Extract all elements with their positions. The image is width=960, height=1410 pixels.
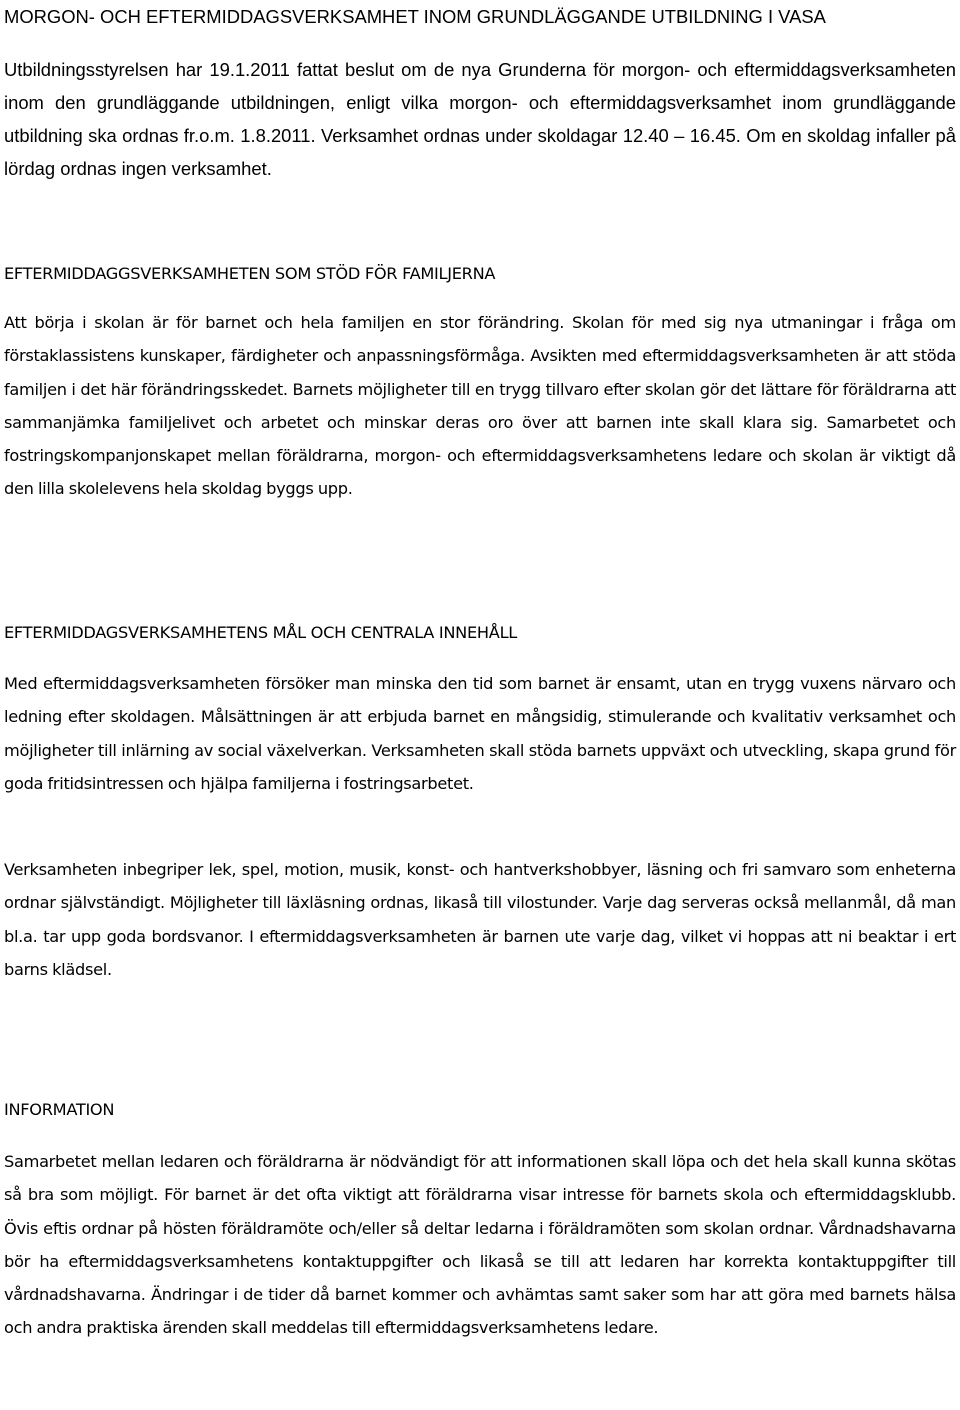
paragraph-goals-2: Verksamheten inbegriper lek, spel, motion, musik, konst- och hantverkshobbyer, läsning och fri samvaro som enheterna ordnar självständigt. Möjligheter till läxläsning ordnas, likaså till vilostunder. Varje dag serveras också mellanmål, då man bl.a. tar upp goda bordsvanor. I eftermiddagsverksamheten är barnen ute varje dag, vilket vi hoppas att ni beaktar i ert barns klädsel. xyxy=(4,860,956,979)
section-heading-goals: EFTERMIDDAGSVERKSAMHETENS MÅL OCH CENTRALA INNEHÅLL xyxy=(4,623,518,642)
paragraph-information: Samarbetet mellan ledaren och föräldrarna är nödvändigt för att informationen skall löpa och det hela skall kunna skötas så bra som möjligt. För barnet är det ofta viktigt att föräldrarna visar intresse för barnets skola och eftermiddagsklubb. Övis eftis ordnar på hösten föräldramöte och/eller så deltar ledarna i föräldramöten som skolan ordnar. Vårdnadshavarna bör ha eftermiddagsverksamhetens kontaktuppgifter och likaså se till att ledaren har korrekta kontaktuppgifter till vårdnadshavarna. Ändringar i de tider då barnet kommer och avhämtas samt saker som har att göra med barnets hälsa och andra praktiska ärenden skall meddelas till eftermiddagsverksamhetens ledare. xyxy=(4,1152,956,1338)
section-heading-support: EFTERMIDDAGGSVERKSAMHETEN SOM STÖD FÖR FAMILJERNA xyxy=(4,264,496,283)
intro-paragraph: Utbildningsstyrelsen har 19.1.2011 fattat beslut om de nya Grunderna för morgon- och eftermiddagsverksamheten inom den grundläggande utbildningen, enligt vilka morgon- och eftermiddagsverksamhet inom grundläggande utbildning ska ordnas fr.o.m. 1.8.2011. Verksamhet ordnas under skoldagar 12.40 – 16.45. Om en skoldag infaller på lördag ordnas ingen verksamhet. xyxy=(4,59,956,179)
document-title: MORGON- OCH EFTERMIDDAGSVERKSAMHET INOM GRUNDLÄGGANDE UTBILDNING I VASA xyxy=(4,6,826,27)
paragraph-goals-1: Med eftermiddagsverksamheten försöker man minska den tid som barnet är ensamt, utan en trygg vuxens närvaro och ledning efter skoldagen. Målsättningen är att erbjuda barnet en mångsidig, stimulerande och kvalitativ verksamhet och möjligheter till inlärning av social växelverkan. Verksamheten skall stöda barnets uppväxt och utveckling, skapa grund för goda fritidsintressen och hjälpa familjerna i fostringsarbetet. xyxy=(4,674,956,793)
section-heading-information: INFORMATION xyxy=(4,1100,115,1119)
paragraph-support: Att börja i skolan är för barnet och hela familjen en stor förändring. Skolan för med sig nya utmaningar i fråga om förstaklassistens kunskaper, färdigheter och anpassningsförmåga. Avsikten med eftermiddagsverksamheten är att stöda familjen i det här förändringsskedet. Barnets möjligheter till en trygg tillvaro efter skolan gör det lättare för föräldrarna att sammanjämka familjelivet och arbetet och minskar deras oro över att barnen inte skall klara sig. Samarbetet och fostringskompanjonskapet mellan föräldrarna, morgon- och eftermiddagsverksamhetens ledare och skolan är viktigt då den lilla skolelevens hela skoldag byggs upp. xyxy=(4,313,956,499)
